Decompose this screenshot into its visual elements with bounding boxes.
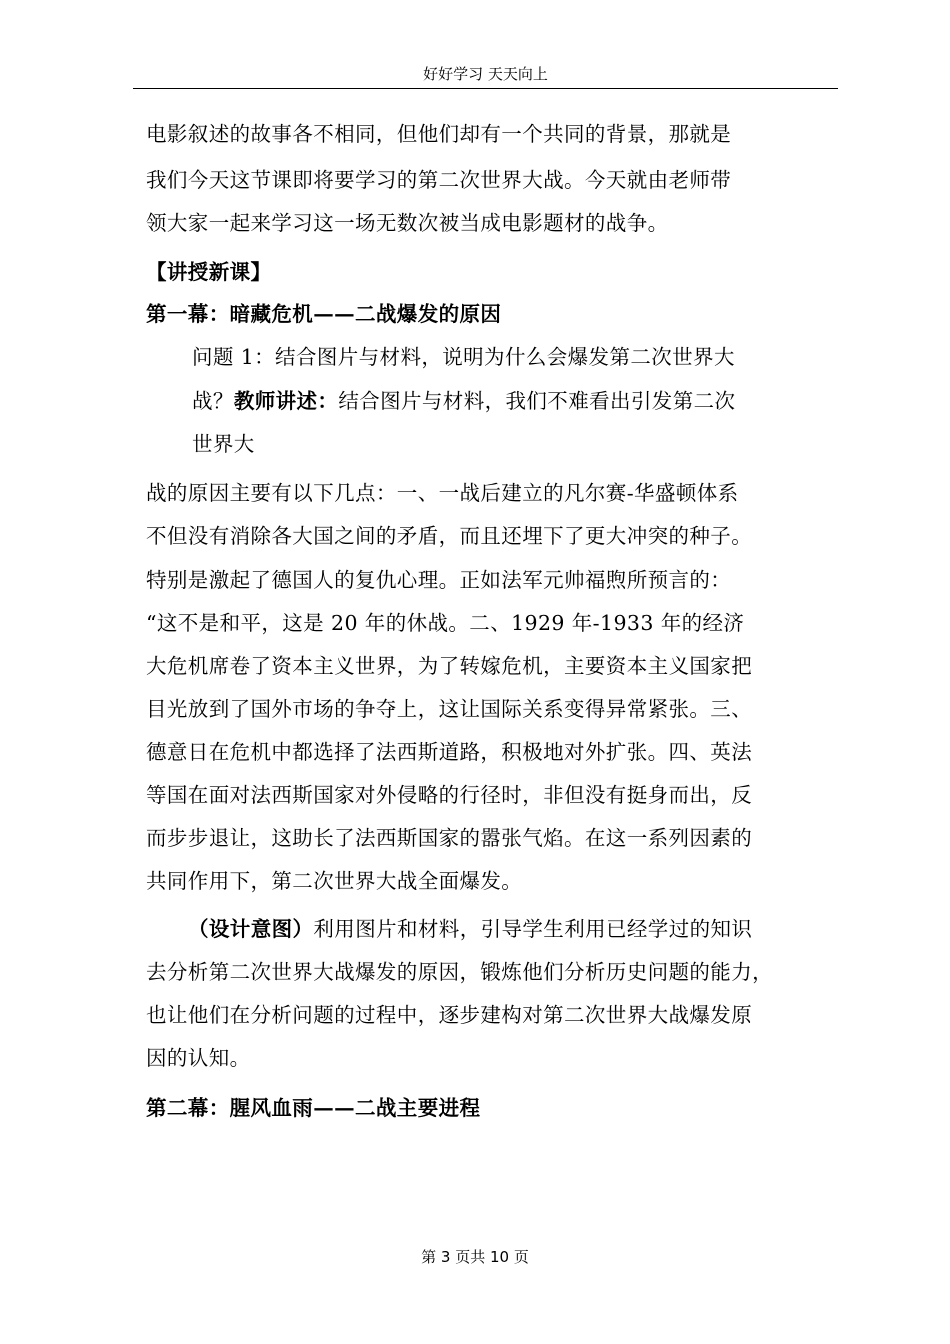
- question-text: 结合图片与材料，我们不难看出引发第二次: [338, 389, 736, 413]
- question-line: 世界大: [192, 432, 255, 456]
- design-intent-label: （设计意图）: [188, 917, 314, 941]
- paragraph-line: 目光放到了国外市场的争夺上，这让国际关系变得异常紧张。三、: [146, 697, 753, 721]
- paragraph-line: 大危机席卷了资本主义世界，为了转嫁危机，主要资本主义国家把: [146, 654, 753, 678]
- paragraph-line: 去分析第二次世界大战爆发的原因，锻炼他们分析历史问题的能力，: [146, 960, 773, 984]
- paragraph-line: 因的认知。: [146, 1046, 251, 1070]
- section-heading: 【讲授新课】: [146, 260, 272, 284]
- act2-title: 第二幕：腥风血雨——二战主要进程: [146, 1096, 481, 1120]
- paragraph-line: 特别是激起了德国人的复仇心理。正如法军元帅福煦所预言的：: [146, 568, 732, 592]
- act1-title: 第一幕：暗藏危机——二战爆发的原因: [146, 302, 502, 326]
- page-footer: 第 3 页共 10 页: [421, 1248, 529, 1266]
- teacher-narration-label: 教师讲述：: [233, 389, 339, 413]
- paragraph-line: 领大家一起来学习这一场无数次被当成电影题材的战争。: [146, 211, 669, 235]
- question-line: [192, 386, 735, 416]
- design-intent-text: 利用图片和材料，引导学生利用已经学过的知识: [313, 917, 753, 941]
- paragraph-line: 也让他们在分析问题的过程中，逐步建构对第二次世界大战爆发原: [146, 1003, 753, 1027]
- paragraph-line: 共同作用下，第二次世界大战全面爆发。: [146, 869, 523, 893]
- paragraph-line: 战的原因主要有以下几点：一、一战后建立的凡尔赛-华盛顿体系: [146, 481, 739, 505]
- paragraph-line: 电影叙述的故事各不相同，但他们却有一个共同的背景，那就是: [146, 122, 732, 146]
- paragraph-line: 我们今天这节课即将要学习的第二次世界大战。今天就由老师带: [146, 168, 732, 192]
- design-intent-line: [188, 914, 752, 944]
- paragraph-line: 等国在面对法西斯国家对外侵略的行径时，非但没有挺身而出，反: [146, 783, 753, 807]
- question-line: 问题 1：结合图片与材料，说明为什么会爆发第二次世界大: [192, 345, 735, 369]
- question-prefix: 战？: [192, 389, 234, 413]
- paragraph-line: “这不是和平，这是 20 年的休战。二、1929 年-1933 年的经济: [146, 611, 745, 635]
- page-header: 好好学习 天天向上: [423, 65, 548, 83]
- paragraph-line: 德意日在危机中都选择了法西斯道路，积极地对外扩张。四、英法: [146, 740, 753, 764]
- header-divider: [133, 88, 838, 89]
- paragraph-line: 不但没有消除各大国之间的矛盾，而且还埋下了更大冲突的种子。: [146, 524, 753, 548]
- paragraph-line: 而步步退让，这助长了法西斯国家的嚣张气焰。在这一系列因素的: [146, 826, 753, 850]
